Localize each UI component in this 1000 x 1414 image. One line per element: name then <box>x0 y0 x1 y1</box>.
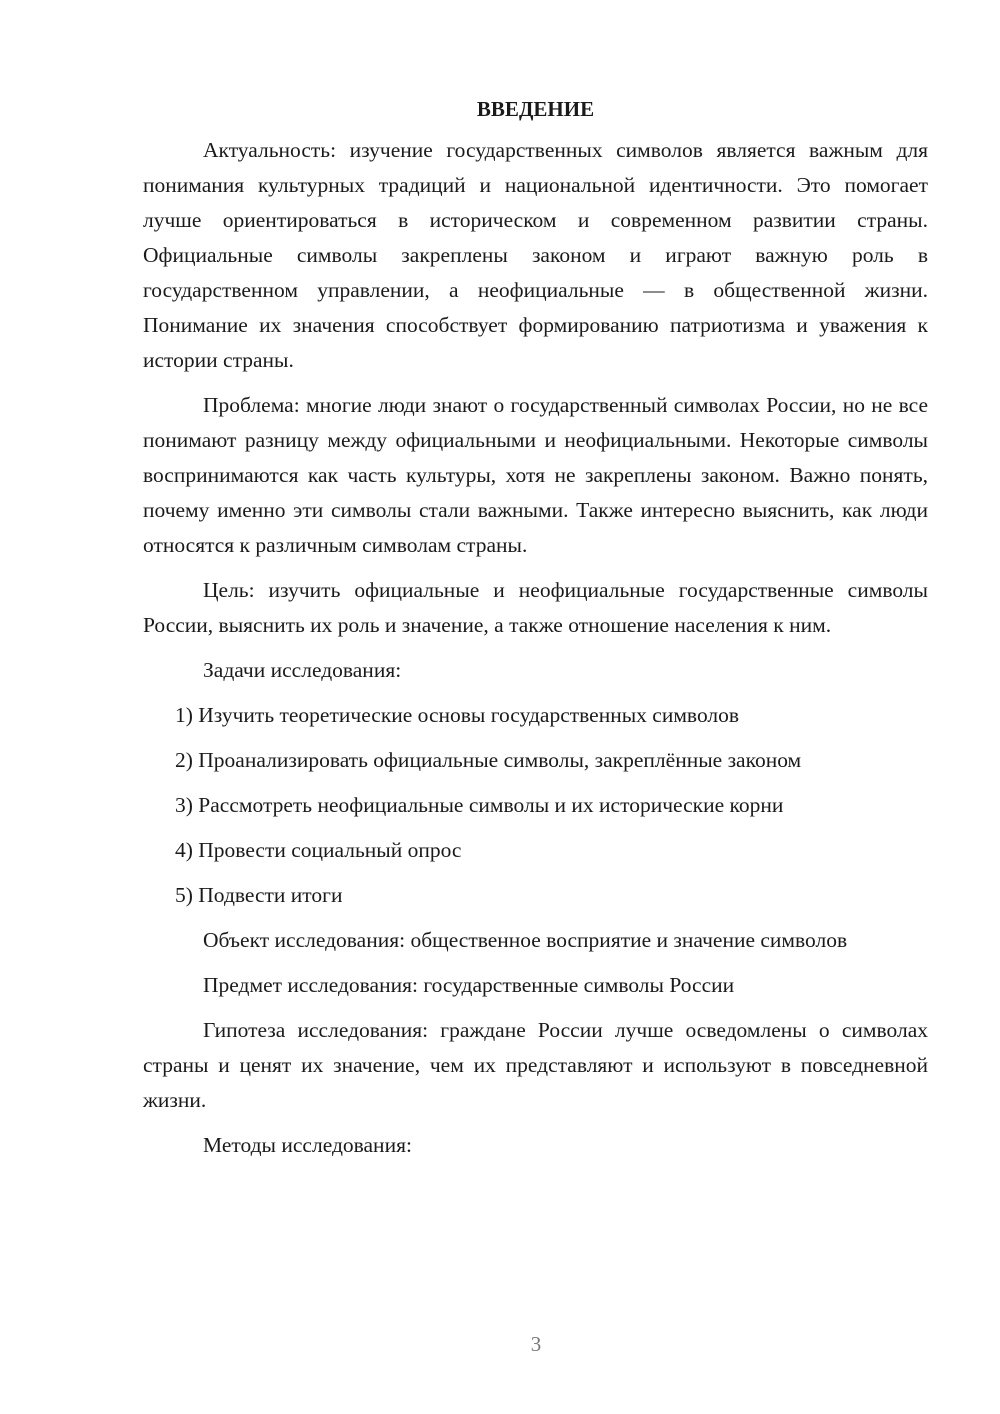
page-title: ВВЕДЕНИЕ <box>476 97 595 121</box>
hypothesis-paragraph: Гипотеза исследования: граждане России лучше осведомлены о символах страны и ценят их значение, чем их представляют и используют в повседневной жизни. <box>143 1018 928 1112</box>
tasks-heading: Задачи исследования: <box>203 658 402 682</box>
document-page <box>143 92 928 1173</box>
object-paragraph: Объект исследования: общественное восприятие и значение символов <box>203 928 848 952</box>
list-item: 4) Провести социальный опрос <box>175 838 462 862</box>
subject-paragraph: Предмет исследования: государственные символы России <box>203 973 735 997</box>
list-item: 2) Проанализировать официальные символы, закреплённые законом <box>175 748 802 772</box>
relevance-paragraph: Актуальность: изучение государственных символов является важным для понимания культурных традиций и национальной идентичности. Это помогает лучше ориентироваться в историческом и современном развитии страны. Официальные символы закреплены законом и играют важную роль в государственном управлении, а неофициальные — в общественной жизни. Понимание их значения способствует формированию патриотизма и уважения к истории страны. <box>143 138 928 372</box>
list-item: 1) Изучить теоретические основы государственных символов <box>175 703 740 727</box>
list-item: 3) Рассмотреть неофициальные символы и их исторические корни <box>175 793 784 817</box>
list-item: 5) Подвести итоги <box>175 883 343 907</box>
methods-heading: Методы исследования: <box>203 1133 412 1157</box>
page-number: 3 <box>530 1332 542 1356</box>
tasks-list <box>143 698 928 913</box>
problem-paragraph: Проблема: многие люди знают о государственный символах России, но не все понимают разницу между официальными и неофициальными. Некоторые символы воспринимаются как часть культуры, хотя не закреплены законом. Важно понять, почему именно эти символы стали важными. Также интересно выяснить, как люди относятся к различным символам страны. <box>143 393 928 557</box>
goal-paragraph: Цель: изучить официальные и неофициальные государственные символы России, выяснить их роль и значение, а также отношение населения к ним. <box>143 578 928 637</box>
